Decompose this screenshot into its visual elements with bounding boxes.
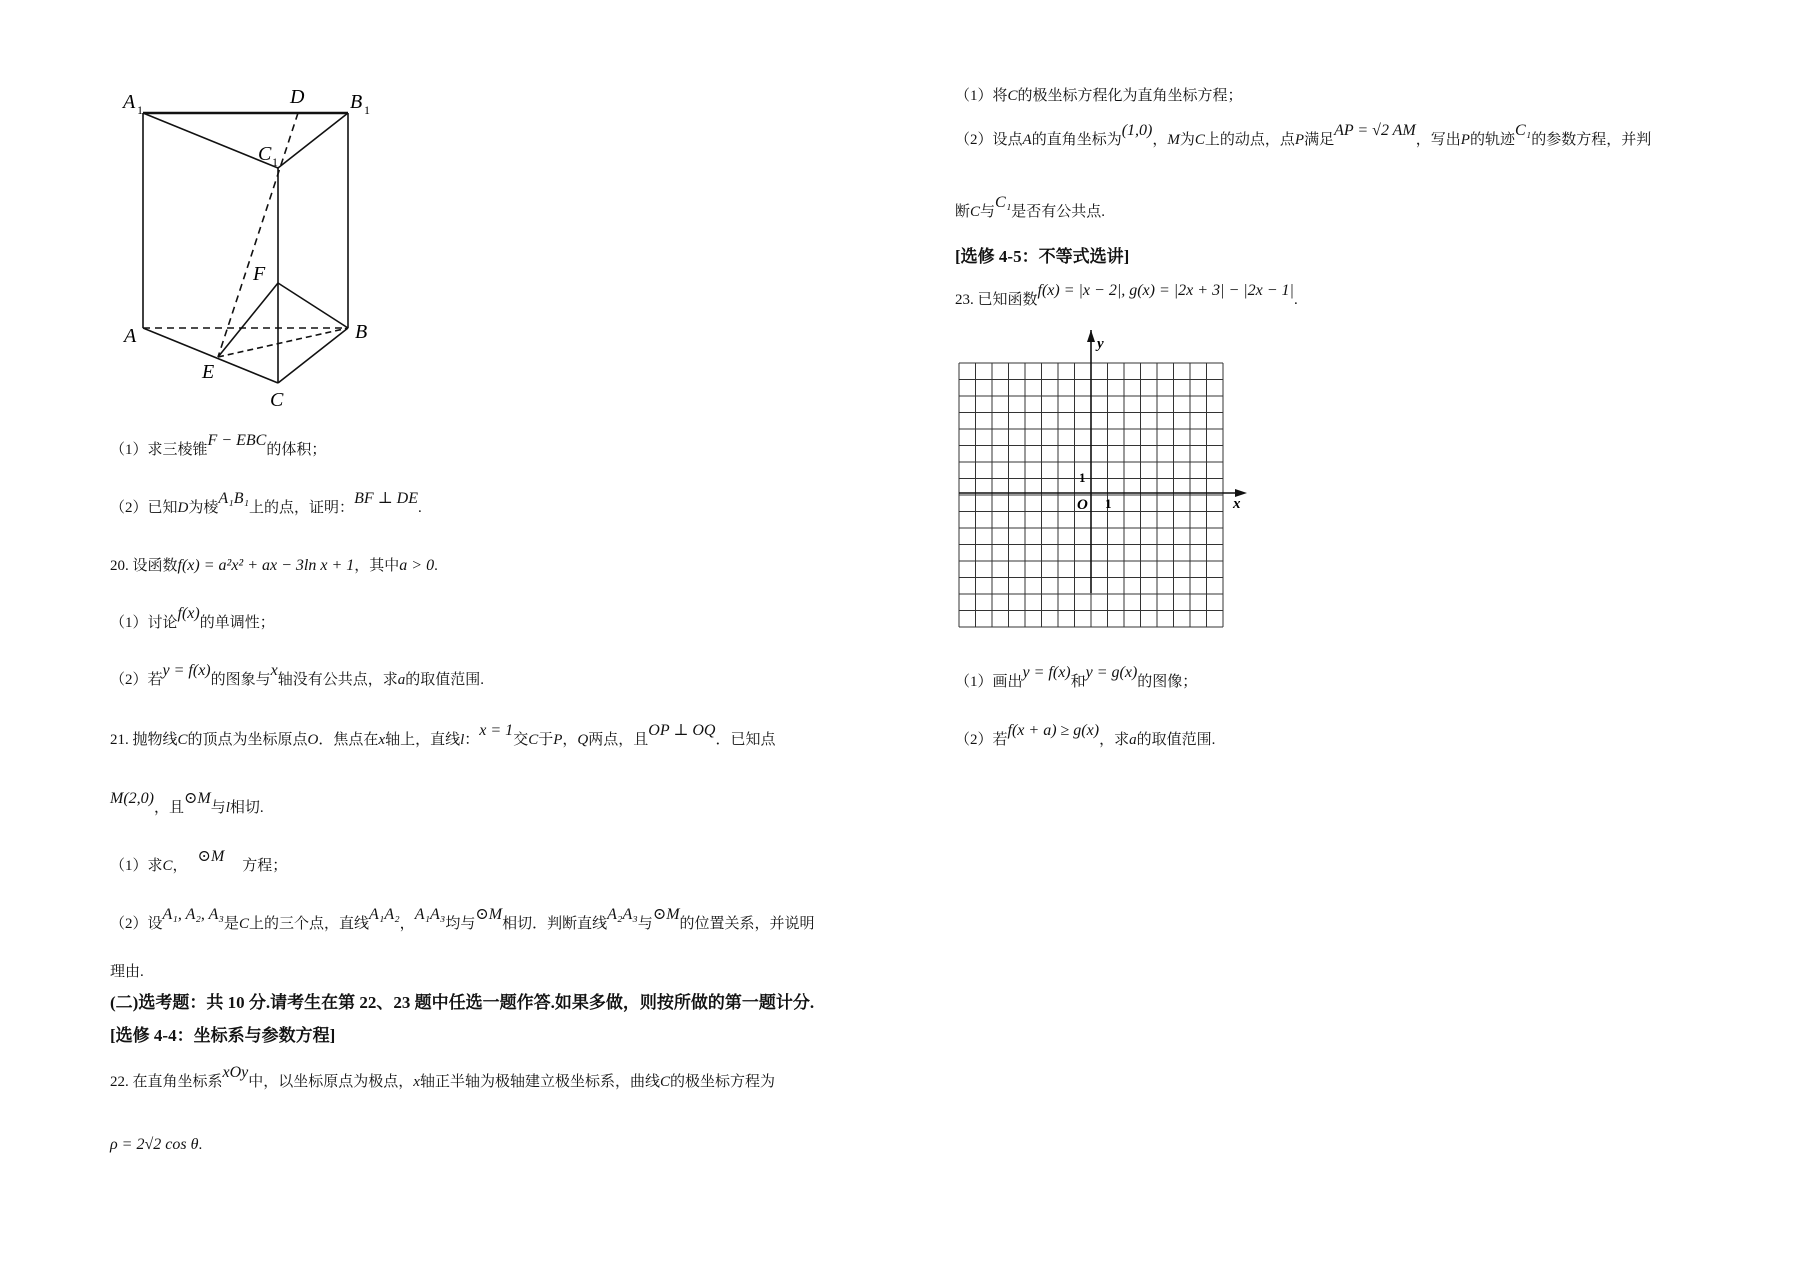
- svg-text:1: 1: [137, 103, 143, 117]
- svg-text:1: 1: [272, 155, 278, 169]
- q22: 22. 在直角坐标系xOy中，以坐标原点为极点，x轴正半轴为极轴建立极坐标系，曲线C的极坐标方程为: [110, 1064, 776, 1090]
- coordinate-grid: [955, 330, 1255, 630]
- q20-part2: （2）若y = f(x)的图象与x轴没有公共点，求a的取值范围.: [110, 662, 485, 688]
- q21-part2-cont: 理由.: [110, 964, 144, 980]
- q20-part1: （1）讨论f(x)的单调性；: [110, 605, 275, 631]
- q23-part2: （2）若f(x + a) ≥ g(x)，求a的取值范围.: [955, 722, 1216, 748]
- x-axis-label: x: [1233, 496, 1241, 512]
- label-A1: A: [123, 91, 136, 113]
- y-axis-label: y: [1097, 336, 1104, 352]
- q19-part1: （1）求三棱锥F − EBC的体积；: [110, 432, 327, 458]
- label-E: E: [202, 361, 215, 383]
- label-C: C: [270, 389, 284, 411]
- q21-part1: （1）求C，⊙M方程；: [110, 848, 288, 874]
- x-unit-label: 1: [1105, 496, 1112, 511]
- section-optional-heading: (二)选考题：共 10 分.请考生在第 22、23 题中任选一题作答.如果多做，则按所做的第一题计分.: [110, 993, 815, 1012]
- q21-part2: （2）设A₁, A₂, A₃是C上的三个点，直线A₁A₂，A₁A₃均与⊙M相切．判断直线A₂A₃与⊙M的位置关系，并说明: [110, 906, 815, 932]
- q22-part2: （2）设点A的直角坐标为(1,0)，M为C上的动点，点P满足AP = √2 AM，写出P的轨迹C₁的参数方程，并判: [955, 122, 1652, 148]
- origin-label: O: [1077, 497, 1088, 513]
- q22-part2-cont: 断C与C₁是否有公共点.: [955, 194, 1106, 220]
- svg-text:1: 1: [364, 103, 370, 117]
- prism-figure: [120, 88, 380, 418]
- q21-cont: M(2,0)，且⊙M与l相切.: [110, 790, 264, 816]
- section-4-5-heading: [选修 4-5：不等式选讲]: [955, 247, 1130, 266]
- y-unit-label: 1: [1079, 470, 1086, 485]
- label-A: A: [124, 325, 137, 347]
- q23: 23. 已知函数f(x) = |x − 2|, g(x) = |2x + 3| − |2x − 1|.: [955, 282, 1298, 308]
- q23-part1: （1）画出y = f(x)和y = g(x)的图像；: [955, 664, 1198, 690]
- q19-part2: （2）已知D为棱A₁B₁上的点，证明：BF ⊥ DE.: [110, 490, 422, 516]
- q22-equation: ρ = 2√2 cos θ.: [110, 1136, 203, 1153]
- q21: 21. 抛物线C的顶点为坐标原点O．焦点在x轴上，直线l：x = 1交C于P，Q两点，且OP ⊥ OQ．已知点: [110, 722, 776, 748]
- label-F: F: [253, 263, 266, 285]
- label-D: D: [290, 88, 305, 108]
- q20: 20. 设函数f(x) = a²x² + ax − 3ln x + 1，其中a > 0.: [110, 557, 438, 574]
- label-B1: B: [350, 91, 363, 113]
- q22-part1: （1）将C的极坐标方程化为直角坐标方程；: [955, 88, 1243, 104]
- label-C1: C: [258, 143, 272, 165]
- section-4-4-heading: [选修 4-4：坐标系与参数方程]: [110, 1026, 336, 1045]
- label-B: B: [355, 321, 368, 343]
